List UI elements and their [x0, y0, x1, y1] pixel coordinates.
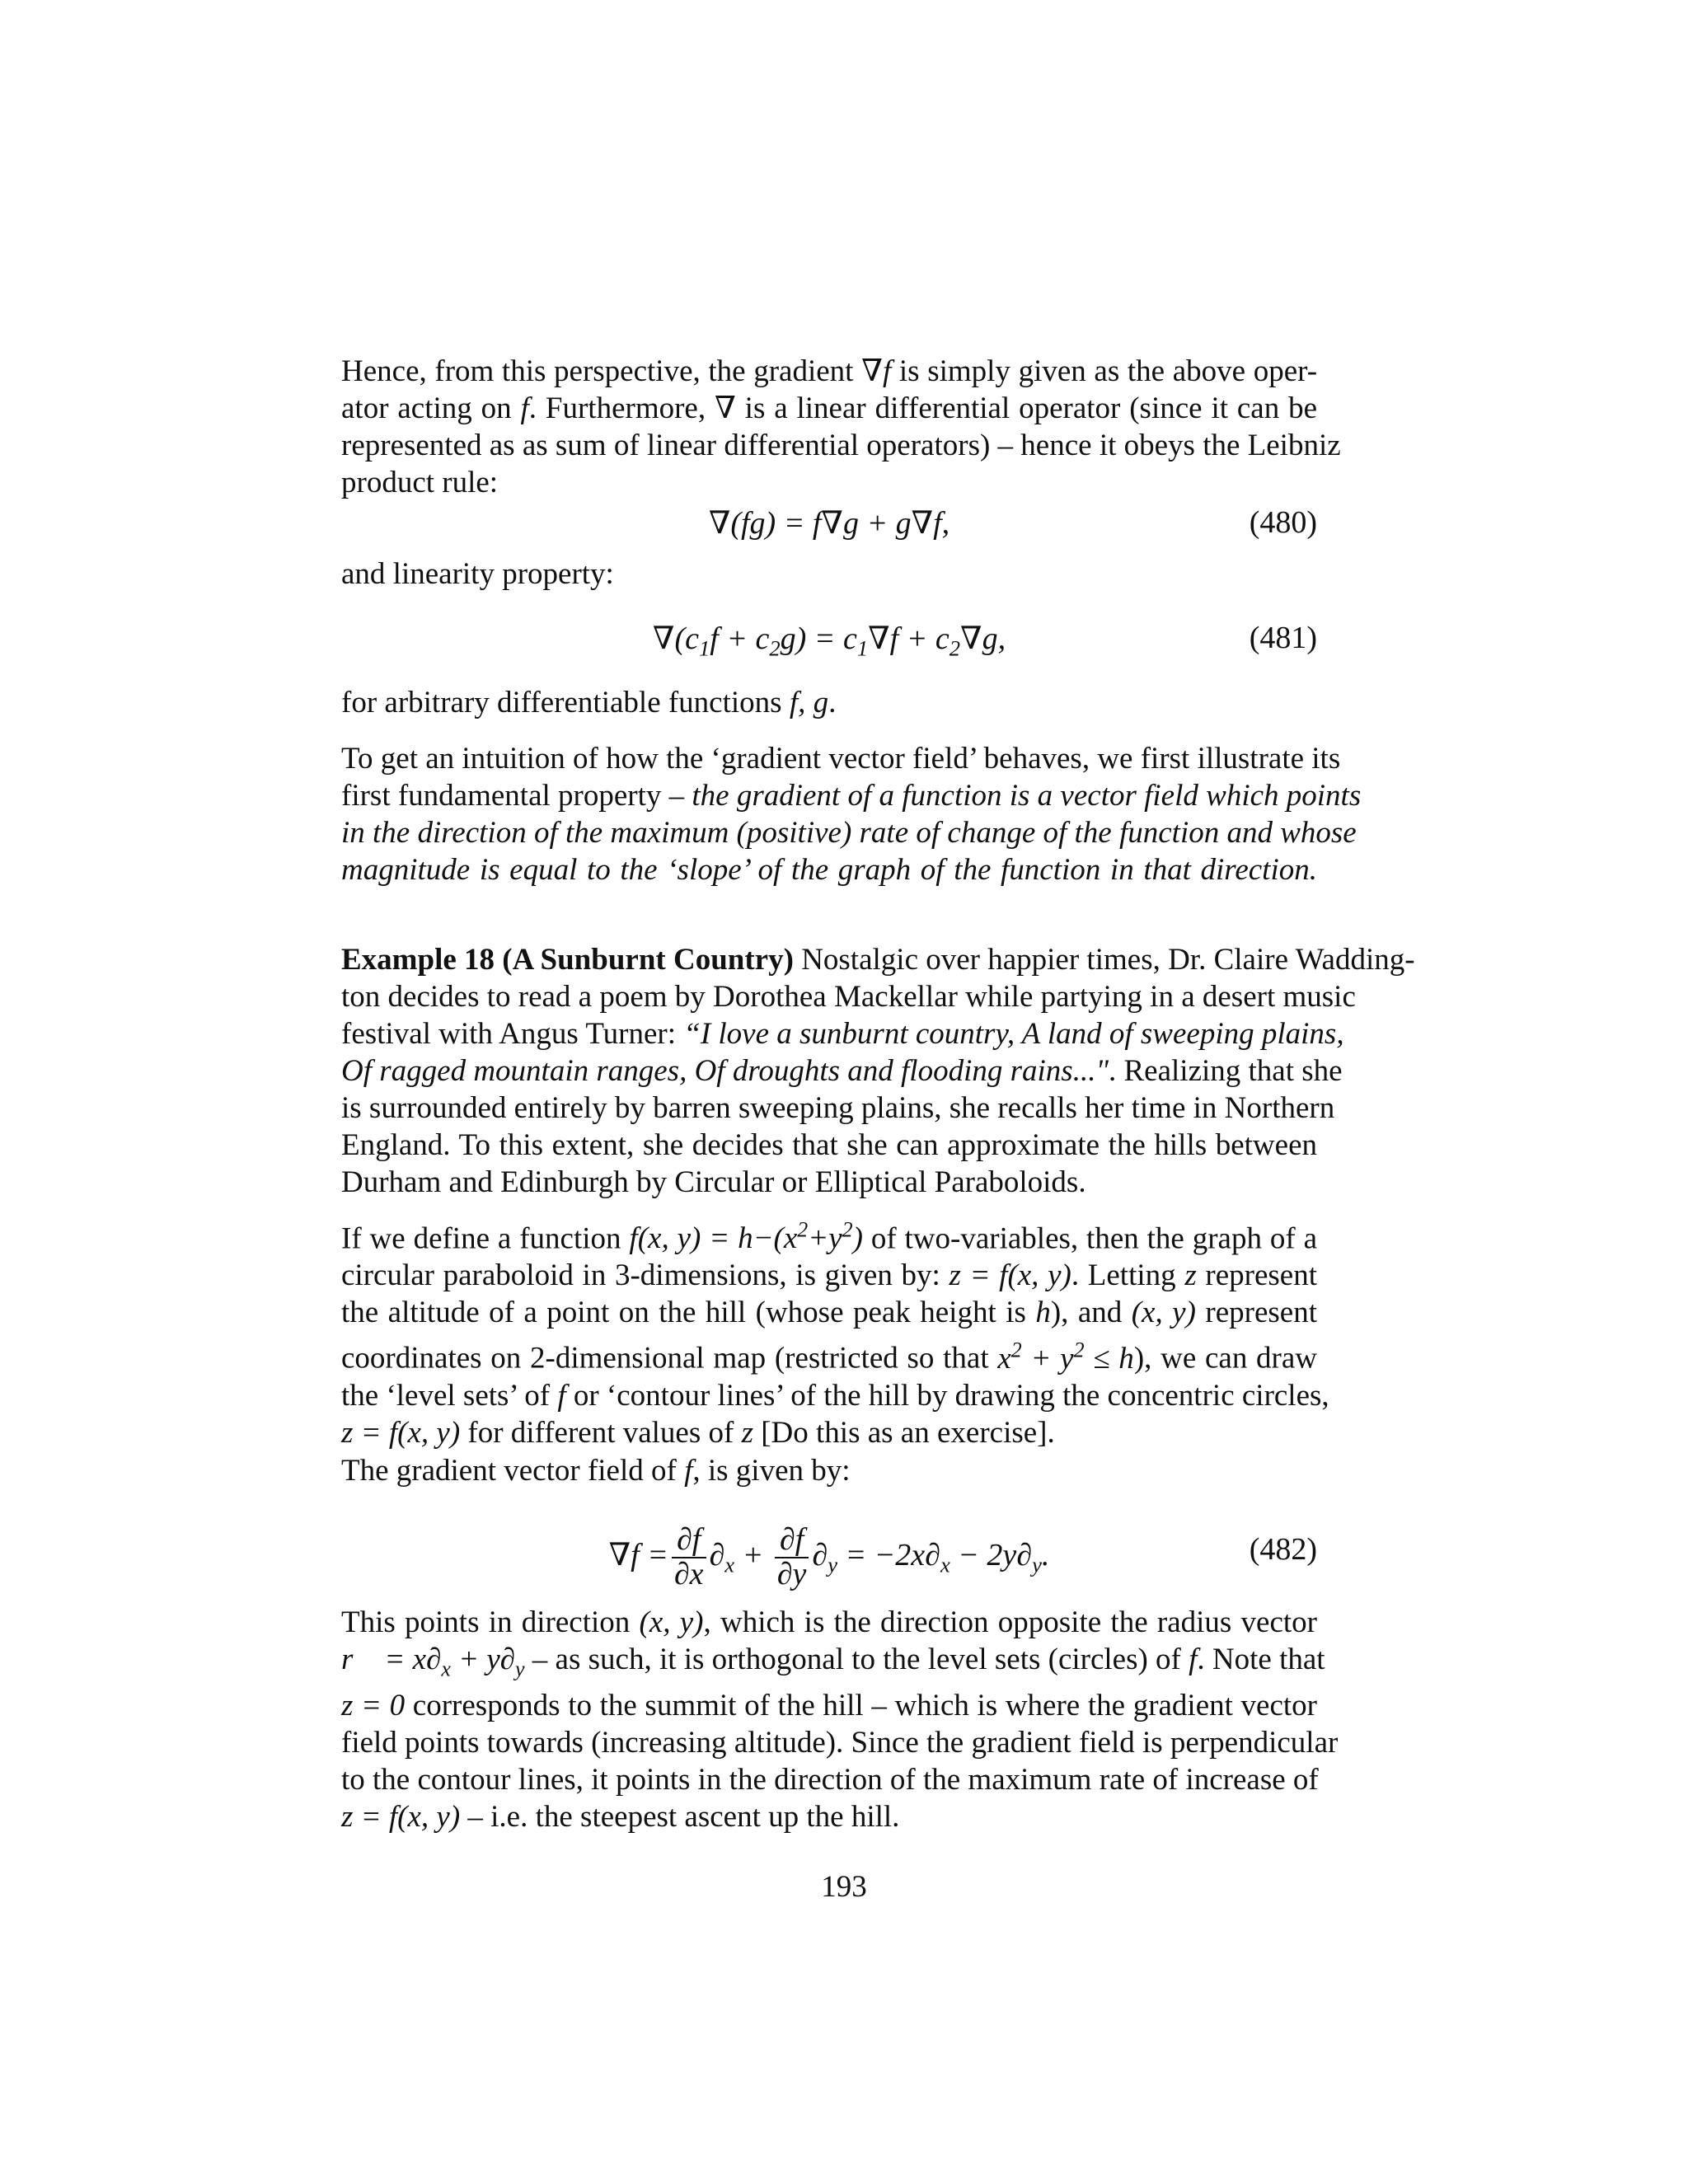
- text-line: Durham and Edinburgh by Circular or Elliptical Paraboloids.: [341, 1165, 1086, 1199]
- text: [Do this as an exercise].: [753, 1415, 1055, 1450]
- text-line: [341, 777, 1362, 814]
- equation-body: [341, 1510, 1317, 1610]
- math-inline: z: [741, 1415, 753, 1450]
- text: – i.e. the steepest ascent up the hill.: [460, 1800, 900, 1835]
- text-line: [341, 353, 1317, 390]
- eq-part: ∇f + c: [868, 621, 950, 656]
- text-line: [341, 1294, 1317, 1331]
- math-part: r⃗ = x∂: [341, 1643, 442, 1676]
- math-inline: z = f(x, y): [341, 1800, 461, 1835]
- math-part: f(x, y) = h−(x: [629, 1221, 798, 1256]
- subscript: x: [441, 1657, 451, 1681]
- eq-part: ∂: [812, 1538, 828, 1572]
- math-inline: [341, 1643, 525, 1681]
- text: circular paraboloid in 3-dimensions, is given by:: [341, 1258, 950, 1293]
- math-inline: f: [1189, 1643, 1198, 1676]
- superscript: 2: [797, 1218, 809, 1242]
- text-line: magnitude is equal to the ‘slope’ of the graph of the function in that direction.: [341, 853, 1317, 887]
- text-line: [341, 1604, 1317, 1641]
- text: or ‘contour lines’ of the hill by drawing the concentric circles,: [565, 1378, 1329, 1413]
- superscript: 2: [1010, 1338, 1022, 1362]
- text: , which is the direction opposite the radius vector: [703, 1605, 1317, 1639]
- example-18: [341, 941, 1415, 1201]
- text-line: [341, 1377, 1329, 1414]
- poem-quote: Of ragged mountain ranges, Of droughts and flooding rains...": [341, 1054, 1109, 1088]
- text-line: [341, 1798, 1317, 1835]
- text-line: [341, 1641, 1325, 1687]
- text-line: [341, 684, 1317, 721]
- text: coordinates on 2-dimensional map (restricted so that: [341, 1341, 998, 1376]
- text: ), and: [1050, 1296, 1132, 1330]
- subscript: y: [515, 1657, 525, 1681]
- math-inline: (x, y): [1131, 1296, 1196, 1330]
- math-inline: ∇f: [861, 354, 892, 388]
- text: . Furthermore, ∇ is a linear differential operator (since it can be: [528, 391, 1317, 425]
- superscript: 2: [842, 1218, 853, 1242]
- text: ), we can draw: [1133, 1341, 1318, 1376]
- subscript: 1: [856, 635, 869, 661]
- equation-number: (480): [1249, 505, 1317, 540]
- equation-number: (482): [1249, 1532, 1317, 1567]
- text-line: [341, 1687, 1317, 1724]
- text-line: [341, 1414, 1317, 1451]
- example-heading: Example 18 (A Sunburnt Country): [341, 943, 794, 977]
- text: , is given by:: [692, 1454, 851, 1488]
- math-inline: h: [1035, 1296, 1051, 1330]
- text: . Note that: [1197, 1643, 1325, 1676]
- text: The gradient vector field of: [341, 1454, 685, 1488]
- text: festival with Angus Turner:: [341, 1017, 684, 1051]
- arbitrary-functions-line: [341, 684, 1317, 721]
- text: for arbitrary differentiable functions: [341, 686, 790, 719]
- equation-480: [341, 504, 1317, 554]
- text: .: [828, 686, 837, 719]
- equation-481: [341, 620, 1317, 669]
- page-number: 193: [821, 1870, 867, 1904]
- subscript: x: [724, 1552, 735, 1577]
- math-inline: (x, y): [639, 1605, 704, 1639]
- linearity-intro: [341, 555, 1317, 593]
- text: for different values of: [460, 1415, 742, 1450]
- math-part: + y: [1021, 1341, 1074, 1376]
- text: is simply given as the above oper-: [891, 354, 1318, 388]
- fraction: [775, 1524, 809, 1591]
- text-line: represented as as sum of linear differential operators) – hence it obeys the Leibniz: [341, 429, 1341, 462]
- gradient-intro: [341, 1452, 1317, 1489]
- numerator: ∂f: [775, 1524, 809, 1558]
- text: Hence, from this perspective, the gradient: [341, 354, 862, 388]
- text-line: [341, 941, 1415, 978]
- text: corresponds to the summit of the hill – which is where the gradient vector: [405, 1689, 1317, 1723]
- numerator: ∂f: [672, 1524, 706, 1558]
- equation-body: [341, 620, 1317, 662]
- text-line: [341, 1212, 1317, 1257]
- superscript: 2: [1073, 1338, 1085, 1362]
- paragraph-gradient-operator: [341, 353, 1341, 501]
- text: This points in direction: [341, 1605, 640, 1639]
- math-inline: [997, 1338, 1134, 1376]
- text: Nostalgic over happier times, Dr. Claire Wadding-: [793, 943, 1415, 977]
- text: represent: [1196, 1258, 1317, 1293]
- math-inline: z = f(x, y): [341, 1415, 461, 1450]
- text: If we define a function: [341, 1221, 630, 1256]
- math-part: ≤ h: [1084, 1341, 1134, 1376]
- math-inline: f, g: [789, 686, 829, 719]
- text-line: ton decides to read a poem by Dorothea Mackellar while partying in a desert music: [341, 980, 1356, 1014]
- subscript: y: [1032, 1552, 1042, 1577]
- text: ator acting on: [341, 391, 521, 425]
- eq-part: = −2x∂: [837, 1538, 940, 1572]
- text: the altitude of a point on the hill (whose peak height is: [341, 1296, 1036, 1330]
- eq-part: ∇(c: [652, 621, 699, 656]
- eq-part: f + c: [710, 621, 770, 656]
- text-line: [341, 1257, 1317, 1294]
- poem-quote: “I love a sunburnt country, A land of sweeping plains,: [683, 1017, 1344, 1051]
- eq-part: .: [1041, 1538, 1050, 1572]
- math-part: +y: [808, 1221, 842, 1256]
- emphasis: the gradient of a function is a vector field which points: [692, 779, 1362, 813]
- text: first fundamental property –: [341, 779, 692, 813]
- subscript: 2: [949, 635, 961, 661]
- denominator: ∂x: [673, 1557, 704, 1592]
- math-inline: f: [684, 1454, 693, 1488]
- eq-part: +: [734, 1538, 771, 1572]
- text-line: to the contour lines, it points in the direction of the maximum rate of increase of: [341, 1763, 1319, 1797]
- subscript: 2: [769, 635, 781, 661]
- paragraph-paraboloid: [341, 1212, 1329, 1451]
- eq-part: − 2y∂: [950, 1538, 1033, 1572]
- text-line: To get an intuition of how the ‘gradient vector field’ behaves, we first illustrate its: [341, 742, 1341, 776]
- subscript: 1: [698, 635, 710, 661]
- math-inline: z: [1184, 1258, 1197, 1293]
- math-inline: z = f(x, y): [949, 1258, 1071, 1293]
- math-part: ): [852, 1221, 863, 1256]
- text-line: England. To this extent, she decides that she can approximate the hills between: [341, 1128, 1317, 1162]
- eq-part: ∂: [709, 1538, 725, 1572]
- paragraph-direction: [341, 1604, 1339, 1835]
- text: the ‘level sets’ of: [341, 1378, 558, 1413]
- equation-number: (481): [1249, 621, 1317, 655]
- text: – as such, it is orthogonal to the level sets (circles) of: [524, 1643, 1189, 1676]
- math-inline: f: [520, 391, 529, 425]
- subscript: x: [940, 1552, 950, 1577]
- text: of two-variables, then the graph of a: [862, 1221, 1317, 1256]
- text-line: and linearity property:: [341, 557, 614, 591]
- text-line: [341, 1331, 1317, 1376]
- equation-482: [341, 1510, 1317, 1601]
- text-line: product rule:: [341, 466, 499, 499]
- eq-part: ∇g,: [960, 621, 1006, 656]
- text-line: field points towards (increasing altitude). Since the gradient field is perpendicular: [341, 1726, 1339, 1760]
- math-part: + y∂: [450, 1643, 516, 1676]
- denominator: ∂y: [776, 1557, 807, 1592]
- math-inline: [629, 1218, 863, 1256]
- paragraph-intuition: [341, 740, 1362, 888]
- text: . Realizing that she: [1108, 1054, 1343, 1088]
- text-line: [341, 1452, 1317, 1489]
- text-line: [341, 1052, 1343, 1090]
- math-inline: f: [557, 1378, 566, 1413]
- text: represent: [1195, 1296, 1317, 1330]
- text: . Letting: [1071, 1258, 1185, 1293]
- text-line: in the direction of the maximum (positive) rate of change of the function and whose: [341, 816, 1357, 850]
- subscript: y: [828, 1552, 838, 1577]
- eq-part: ∇f =: [608, 1538, 668, 1572]
- math-part: x: [997, 1341, 1011, 1376]
- text-line: [341, 390, 1317, 427]
- fraction: [672, 1524, 706, 1591]
- text-line: [341, 1015, 1344, 1052]
- math-inline: z = 0: [341, 1689, 406, 1723]
- text-line: is surrounded entirely by barren sweeping plains, she recalls her time in Northern: [341, 1091, 1335, 1125]
- eq-part: g) = c: [780, 621, 857, 656]
- equation-body: ∇(fg) = f∇g + g∇f,: [708, 506, 950, 541]
